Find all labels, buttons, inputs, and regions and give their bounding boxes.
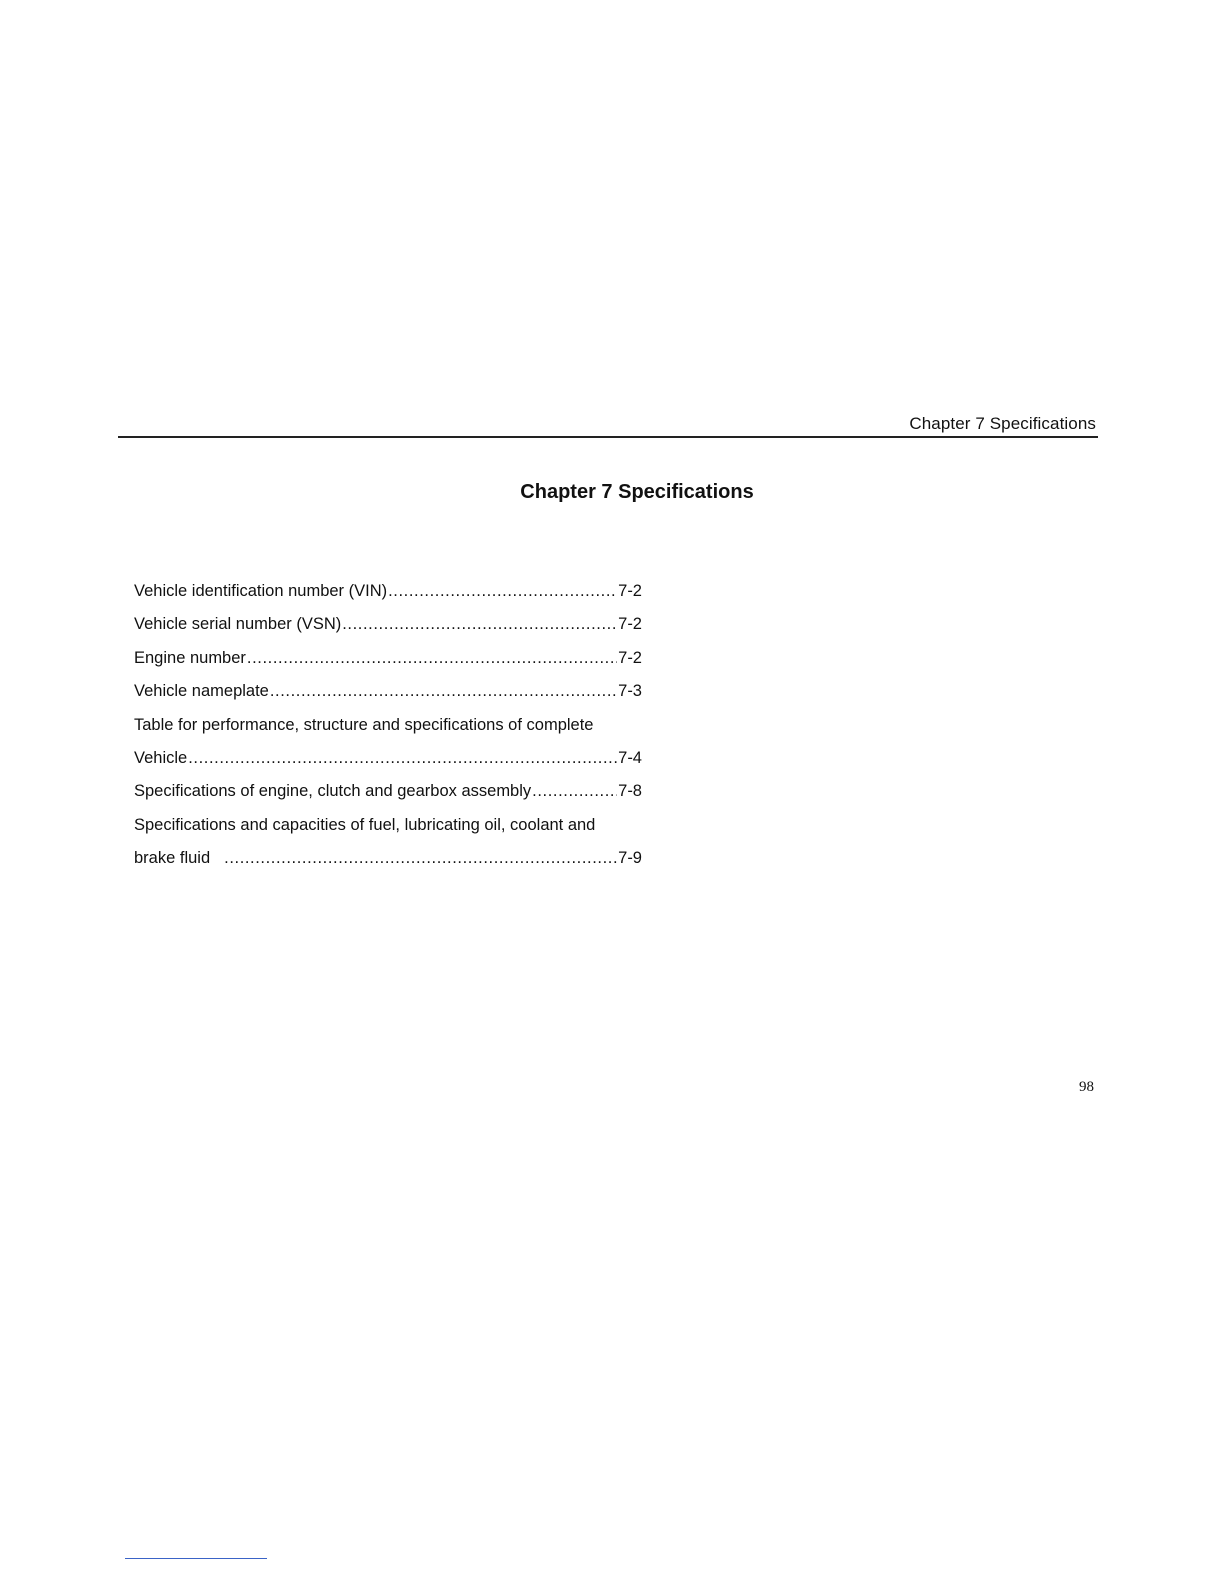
page-number: 98	[1079, 1079, 1094, 1095]
toc-entry-text: brake fluid	[134, 849, 211, 868]
toc-entry-engine-number[interactable]	[134, 647, 642, 680]
toc-entry-fluids-line2[interactable]	[134, 847, 642, 880]
toc-entry-text: Table for performance, structure and specifications of complete	[134, 715, 594, 734]
toc-leader	[224, 847, 617, 869]
toc-entry-page: 7-4	[618, 748, 642, 767]
footnote-rule	[125, 1558, 267, 1559]
toc-entry-text: Vehicle identification number (VIN)	[134, 582, 388, 600]
toc-leader	[388, 580, 617, 602]
toc-entry-performance-table-line1[interactable]	[134, 714, 642, 747]
toc-entry-text: Specifications and capacities of fuel, lubricating oil, coolant and	[134, 815, 596, 834]
toc-entry-text: Vehicle	[134, 748, 188, 767]
toc-entry-vin[interactable]	[134, 580, 642, 613]
toc-entry-engine-specs[interactable]	[134, 780, 642, 813]
toc-entry-fluids-line1[interactable]	[134, 814, 642, 847]
toc-entry-page: 7-2	[618, 648, 642, 667]
toc-entry-text: Vehicle nameplate	[134, 682, 269, 701]
toc-entry-page: 7-3	[618, 682, 642, 701]
chapter-title: Chapter 7 Specifications	[520, 481, 754, 503]
toc-leader	[532, 780, 617, 802]
toc-entry-nameplate[interactable]	[134, 680, 642, 713]
toc-entry-page: 7-2	[618, 582, 642, 600]
toc-entry-page: 7-8	[618, 782, 642, 801]
toc-entry-vsn[interactable]	[134, 613, 642, 646]
toc-leader	[342, 613, 617, 635]
toc-entry-text: Vehicle serial number (VSN)	[134, 615, 342, 634]
toc-entry-text: Engine number	[134, 648, 246, 667]
toc-leader	[270, 680, 617, 702]
toc-entry-text: Specifications of engine, clutch and gearbox assembly	[134, 782, 532, 801]
toc-leader	[247, 647, 617, 669]
toc-entry-page: 7-2	[618, 615, 642, 634]
toc-leader	[188, 747, 617, 769]
table-of-contents	[134, 580, 642, 881]
toc-entry-performance-table-line2[interactable]	[134, 747, 642, 780]
header-rule	[118, 436, 1098, 438]
running-header: Chapter 7 Specifications	[909, 414, 1096, 433]
toc-entry-page: 7-9	[618, 849, 642, 868]
